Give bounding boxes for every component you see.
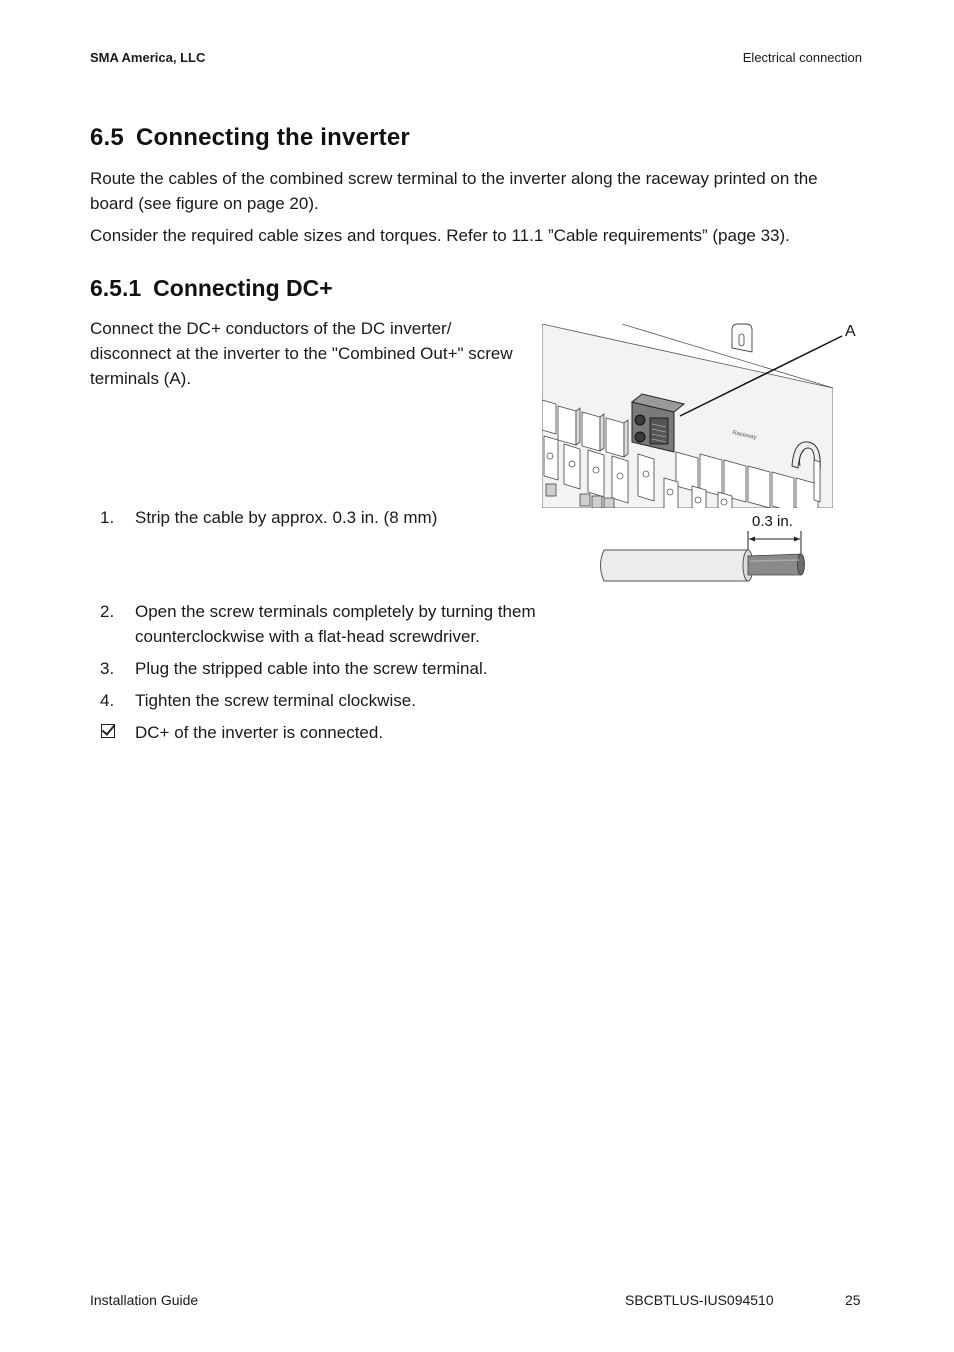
subsection-heading xyxy=(90,275,333,302)
step-2-number: 2. xyxy=(100,602,115,621)
section-title: Connecting the inverter xyxy=(135,124,410,151)
result-line xyxy=(90,720,550,745)
section-number: 6.5 xyxy=(90,124,124,151)
header-chapter: Electrical connection xyxy=(742,50,862,65)
step-3 xyxy=(90,656,550,681)
step-3-number: 3. xyxy=(100,659,115,678)
step-4 xyxy=(90,688,550,713)
section-paragraph-2: Consider the required cable sizes and torques. Refer to 11.1 ”Cable requirements” (page 33). xyxy=(90,226,790,245)
step-4-text: Tighten the screw terminal clockwise. xyxy=(135,691,416,710)
header-company: SMA America, LLC xyxy=(90,50,206,65)
step-2-text: Open the screw terminals completely by turning them counterclockwise with a flat-head screwdriver. xyxy=(135,602,536,646)
section-heading xyxy=(90,124,410,152)
step-1-text: Strip the cable by approx. 0.3 in. (8 mm) xyxy=(135,508,438,527)
step-3-text: Plug the stripped cable into the screw terminal. xyxy=(135,659,488,678)
strip-length-label: 0.3 in. xyxy=(752,513,793,530)
checkbox-checked-icon xyxy=(101,724,115,738)
callout-label-a: A xyxy=(845,323,856,340)
step-2 xyxy=(90,599,550,649)
step-1-number: 1. xyxy=(100,508,115,527)
subsection-title: Connecting DC+ xyxy=(153,275,333,301)
step-1 xyxy=(90,505,550,530)
step-4-number: 4. xyxy=(100,691,115,710)
terminal-board-figure xyxy=(542,316,867,508)
section-paragraph-1: Route the cables of the combined screw terminal to the inverter along the raceway printed on the board (see figure on page 20). xyxy=(90,169,818,213)
footer-doc-id: SBCBTLUS-IUS094510 xyxy=(625,1292,774,1308)
footer-doc-type: Installation Guide xyxy=(90,1292,199,1308)
subsection-number: 6.5.1 xyxy=(90,275,142,301)
stripped-cable-figure xyxy=(590,505,815,590)
footer-page-number: 25 xyxy=(845,1292,861,1308)
result-text: DC+ of the inverter is connected. xyxy=(135,723,384,742)
subsection-intro: Connect the DC+ conductors of the DC inverter/ disconnect at the inverter to the "Combined Out+" screw terminals (A). xyxy=(90,319,513,388)
raceway-label: Raceway xyxy=(731,430,757,442)
